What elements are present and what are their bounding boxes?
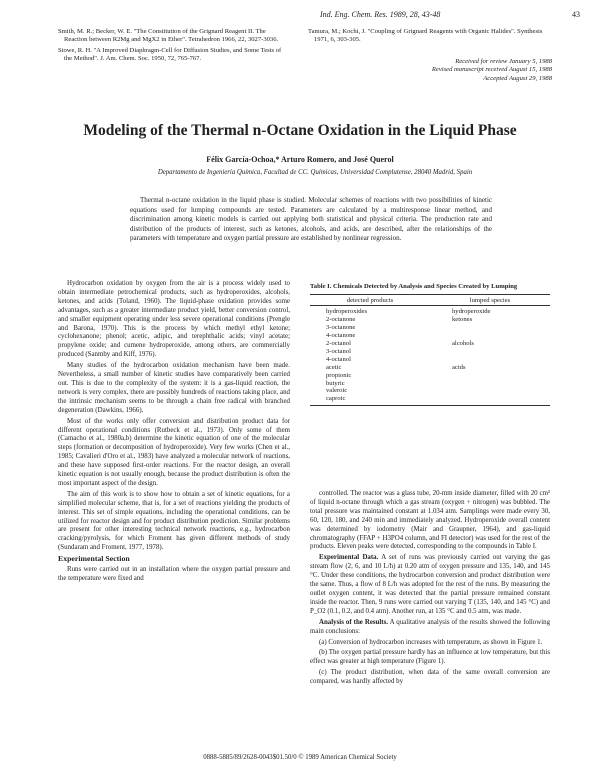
table-cell: caproic: [326, 395, 346, 403]
article-title: Modeling of the Thermal n-Octane Oxidation in the Liquid Phase: [83, 122, 517, 139]
journal-citation: Ind. Eng. Chem. Res. 1989, 28, 43-48: [320, 10, 441, 19]
author-list: Félix García-Ochoa,* Arturo Romero, and José Querol: [206, 155, 394, 164]
received-line: Received for review January 5, 1988: [455, 58, 552, 65]
runin-heading: Experimental Data.: [319, 554, 379, 562]
reference-list-left: [58, 28, 288, 66]
table-header-row: [310, 295, 550, 305]
body-paragraph: controlled. The reactor was a glass tube, 20-mm inside diameter, filled with 20 cm³ of liquid n-octane through which a gas stream (oxygen + nitrogen) was bubbled. The total pressure was maintained constant at 1.034 atm. Samplings were made every 30, 60, 120, 180, and 240 min and immediately analyzed. Hydroperoxide overall content was determined by iodometry (Mair and Graupner, 1964), and gas-liquid chromatography (FFAP + H3PO4 column, and FI detector) was used for the rest of the products. Eleven peaks were detected, corresponding to the compounds in Table I.: [310, 490, 550, 551]
table-cell: acids: [452, 363, 466, 371]
lumped-species-column: [424, 308, 550, 403]
section-heading: Experimental Section: [58, 554, 130, 564]
table-cell: valeroic: [326, 387, 348, 395]
page-number: 43: [572, 10, 580, 19]
received-dates: [432, 58, 552, 83]
body-paragraph: The aim of this work is to show how to obtain a set of kinetic equations, for a simplified molecular scheme, that is, for a set of reactions yielding the products of interest. This set of simple equations, including the operational conditions, can be utilized for reactor design and for product distribution prediction. Similar problems are present for other interesting technical network reactions, e.g., hydrocarbon cracking/pyrolysis, for which Froment has given different methods of study (Sundaram and Froment, 1977, 1978).: [58, 490, 290, 552]
body-paragraph: Runs were carried out in an installation where the oxygen partial pressure and the temperature were fixed and: [58, 566, 290, 582]
table-cell: 2-octanone: [326, 316, 356, 324]
detected-products-column: [310, 308, 424, 403]
list-item: (c) The product distribution, when data of the same overall conversion are compared, was hardly affected by: [310, 669, 550, 686]
body-paragraph: [310, 554, 550, 616]
list-item: (a) Conversion of hydrocarbon increases with temperature, as shown in Figure 1.: [319, 638, 543, 646]
table-col-header: lumped species: [469, 297, 511, 305]
body-paragraph: Many studies of the hydrocarbon oxidation mechanism have been made. Nevertheless, a small number of kinetic studies have comparatively been carried out. This is due to the complexity of the system: it is a gas-liquid reaction, the network is very complex, there are possibly hundreds of reactions taking place, and the intrinsic mechanism seems to be through a chain free radical with branched degeneration (Dawkins, 1966).: [58, 362, 290, 414]
table-cell: propionic: [326, 371, 352, 379]
table-body: [310, 306, 550, 403]
paragraph-text: A set of runs was previously carried out varying the gas stream flow (2, 6, and 10 L/h) at 0.20 atm of oxygen pressure and 135, 140, and 145 °C. Under these conditions, the hydrocarbon conversion and product distribution were the same. Thus, a flow of 8 L/h was adopted for the rest of the runs. By measuring the outlet oxygen content, it was detected that the partial pressure remained constant inside the reactor. Then, 9 runs were carried out varying T (135, 140, and 145 °C) and P_O2 (0.1, 0.2, and 0.4 atm). Another run, at 135 °C and 0.5 atm, was made.: [310, 554, 550, 615]
table-cell: 4-octanol: [326, 355, 351, 363]
table-cell: [452, 324, 550, 332]
table-cell: alcohols: [452, 340, 474, 348]
copyright-footer: 0888-5885/89/2628-0043$01.50/0 © 1989 American Chemical Society: [203, 754, 397, 761]
table-cell: 3-octanone: [326, 324, 356, 332]
table-cell: 3-octanol: [326, 347, 351, 355]
reference-entry: Stowe, R. H. "A Improved Diaphragm-Cell for Diffusion Studies, and Some Tests of the Method". J. Am. Chem. Soc. 1950, 72, 765-767.: [58, 46, 282, 63]
table-cell: 4-octanone: [326, 332, 356, 340]
reference-entry: Smith, M. R.; Becker, W. E. "The Constitution of the Grignard Reagent II. The Reaction between R2Mg and MgX2 in Ether". Tetrahedron 1966, 22, 3027-3036.: [58, 28, 279, 44]
table-caption: Table I. Chemicals Detected by Analysis and Species Created by Lumping: [310, 283, 518, 290]
list-item: (b) The oxygen partial pressure hardly has an influence at low temperature, but this effect was greater at high temperature (Figure 1).: [310, 649, 550, 666]
table-chemicals: [310, 283, 550, 406]
table-cell: [452, 348, 550, 356]
body-paragraph: Most of the works only offer conversion and distribution product data for different operational conditions (Rutbeck et al., 1973). Only some of them (Camacho et al., 1980a,b) determine the kinetic equation of one of the molecular steps (formation or decomposition of hydroperoxide). Very few works (Chen et al., 1985; Cavalieri d'Oro et al., 1983) have analyzed a molecular network of reactions, and these have supposed first-order reactions. For the reactor design, an overall kinetic equation is not usually enough, because the product distribution is often the most important aspect of the design.: [58, 417, 290, 487]
table-cell: [452, 332, 550, 340]
table-cell: hydroperoxide: [452, 308, 491, 316]
body-paragraph: [310, 619, 550, 637]
body-column-right: [310, 490, 550, 689]
body-column-left: [58, 280, 290, 586]
revised-line: Revised manuscript received August 15, 1988: [431, 66, 552, 74]
table-cell: hydroperoxides: [326, 308, 368, 316]
paragraph-text: A qualitative analysis of the results showed the following main conclusions:: [310, 618, 551, 635]
author-affiliation: Departamento de Ingeniería Química, Facultad de CC. Químicas, Universidad Complutense, 28040 Madrid, Spain: [157, 169, 473, 176]
reference-entry: Tamura, M.; Kochi, J. "Coupling of Grignard Reagents with Organic Halides". Synthesis 1971, 6, 303-305.: [308, 28, 543, 44]
abstract: Thermal n-octane oxidation in the liquid phase is studied. Molecular schemes of reactions with two possibilities of kinetic equations used for lumping compounds are tested. Parameters are calculated by a multiresponse linear method, and discrimination among kinetic models is carried out applying both statistical and physical criteria. The production rate and distribution of the products of interest, such as ketones, alcohols, and acids, are described, after the relationships of the parameters with temperature and oxygen partial pressure are established by nonlinear regression.: [130, 196, 492, 242]
table-col-header: detected products: [346, 297, 394, 305]
table-cell: butyric: [326, 379, 345, 387]
accepted-line: Accepted August 29, 1988: [483, 74, 552, 82]
runin-heading: Analysis of the Results.: [319, 618, 389, 626]
table-cell: 2-octanol: [326, 340, 351, 348]
body-paragraph: Hydrocarbon oxidation by oxygen from the air is a process widely used to obtain intermediate petrochemical products, such as hydroperoxides, alcohols, ketones, and acids (Toland, 1960). The liquid-phase oxidation provides some advantages, such as a greater intermediate product yield, better conversion control, and smaller equipment operating under less severe operational conditions (Prengle and Barona, 1970). This is the process by which methyl ethyl ketone; cyclohexanone; phenol; acetic, adipic, and terephthalic acids; vinyl acetate; propylene oxide; and cumene hydroperoxide, among others, are commercially produced (Sanmby and Kiff, 1976).: [58, 280, 290, 359]
table-cell: [452, 356, 550, 364]
table-cell: ketones: [452, 316, 473, 324]
table-rule-bottom: [310, 405, 550, 406]
reference-list-right: [308, 28, 548, 47]
table-cell: acetic: [326, 363, 342, 371]
